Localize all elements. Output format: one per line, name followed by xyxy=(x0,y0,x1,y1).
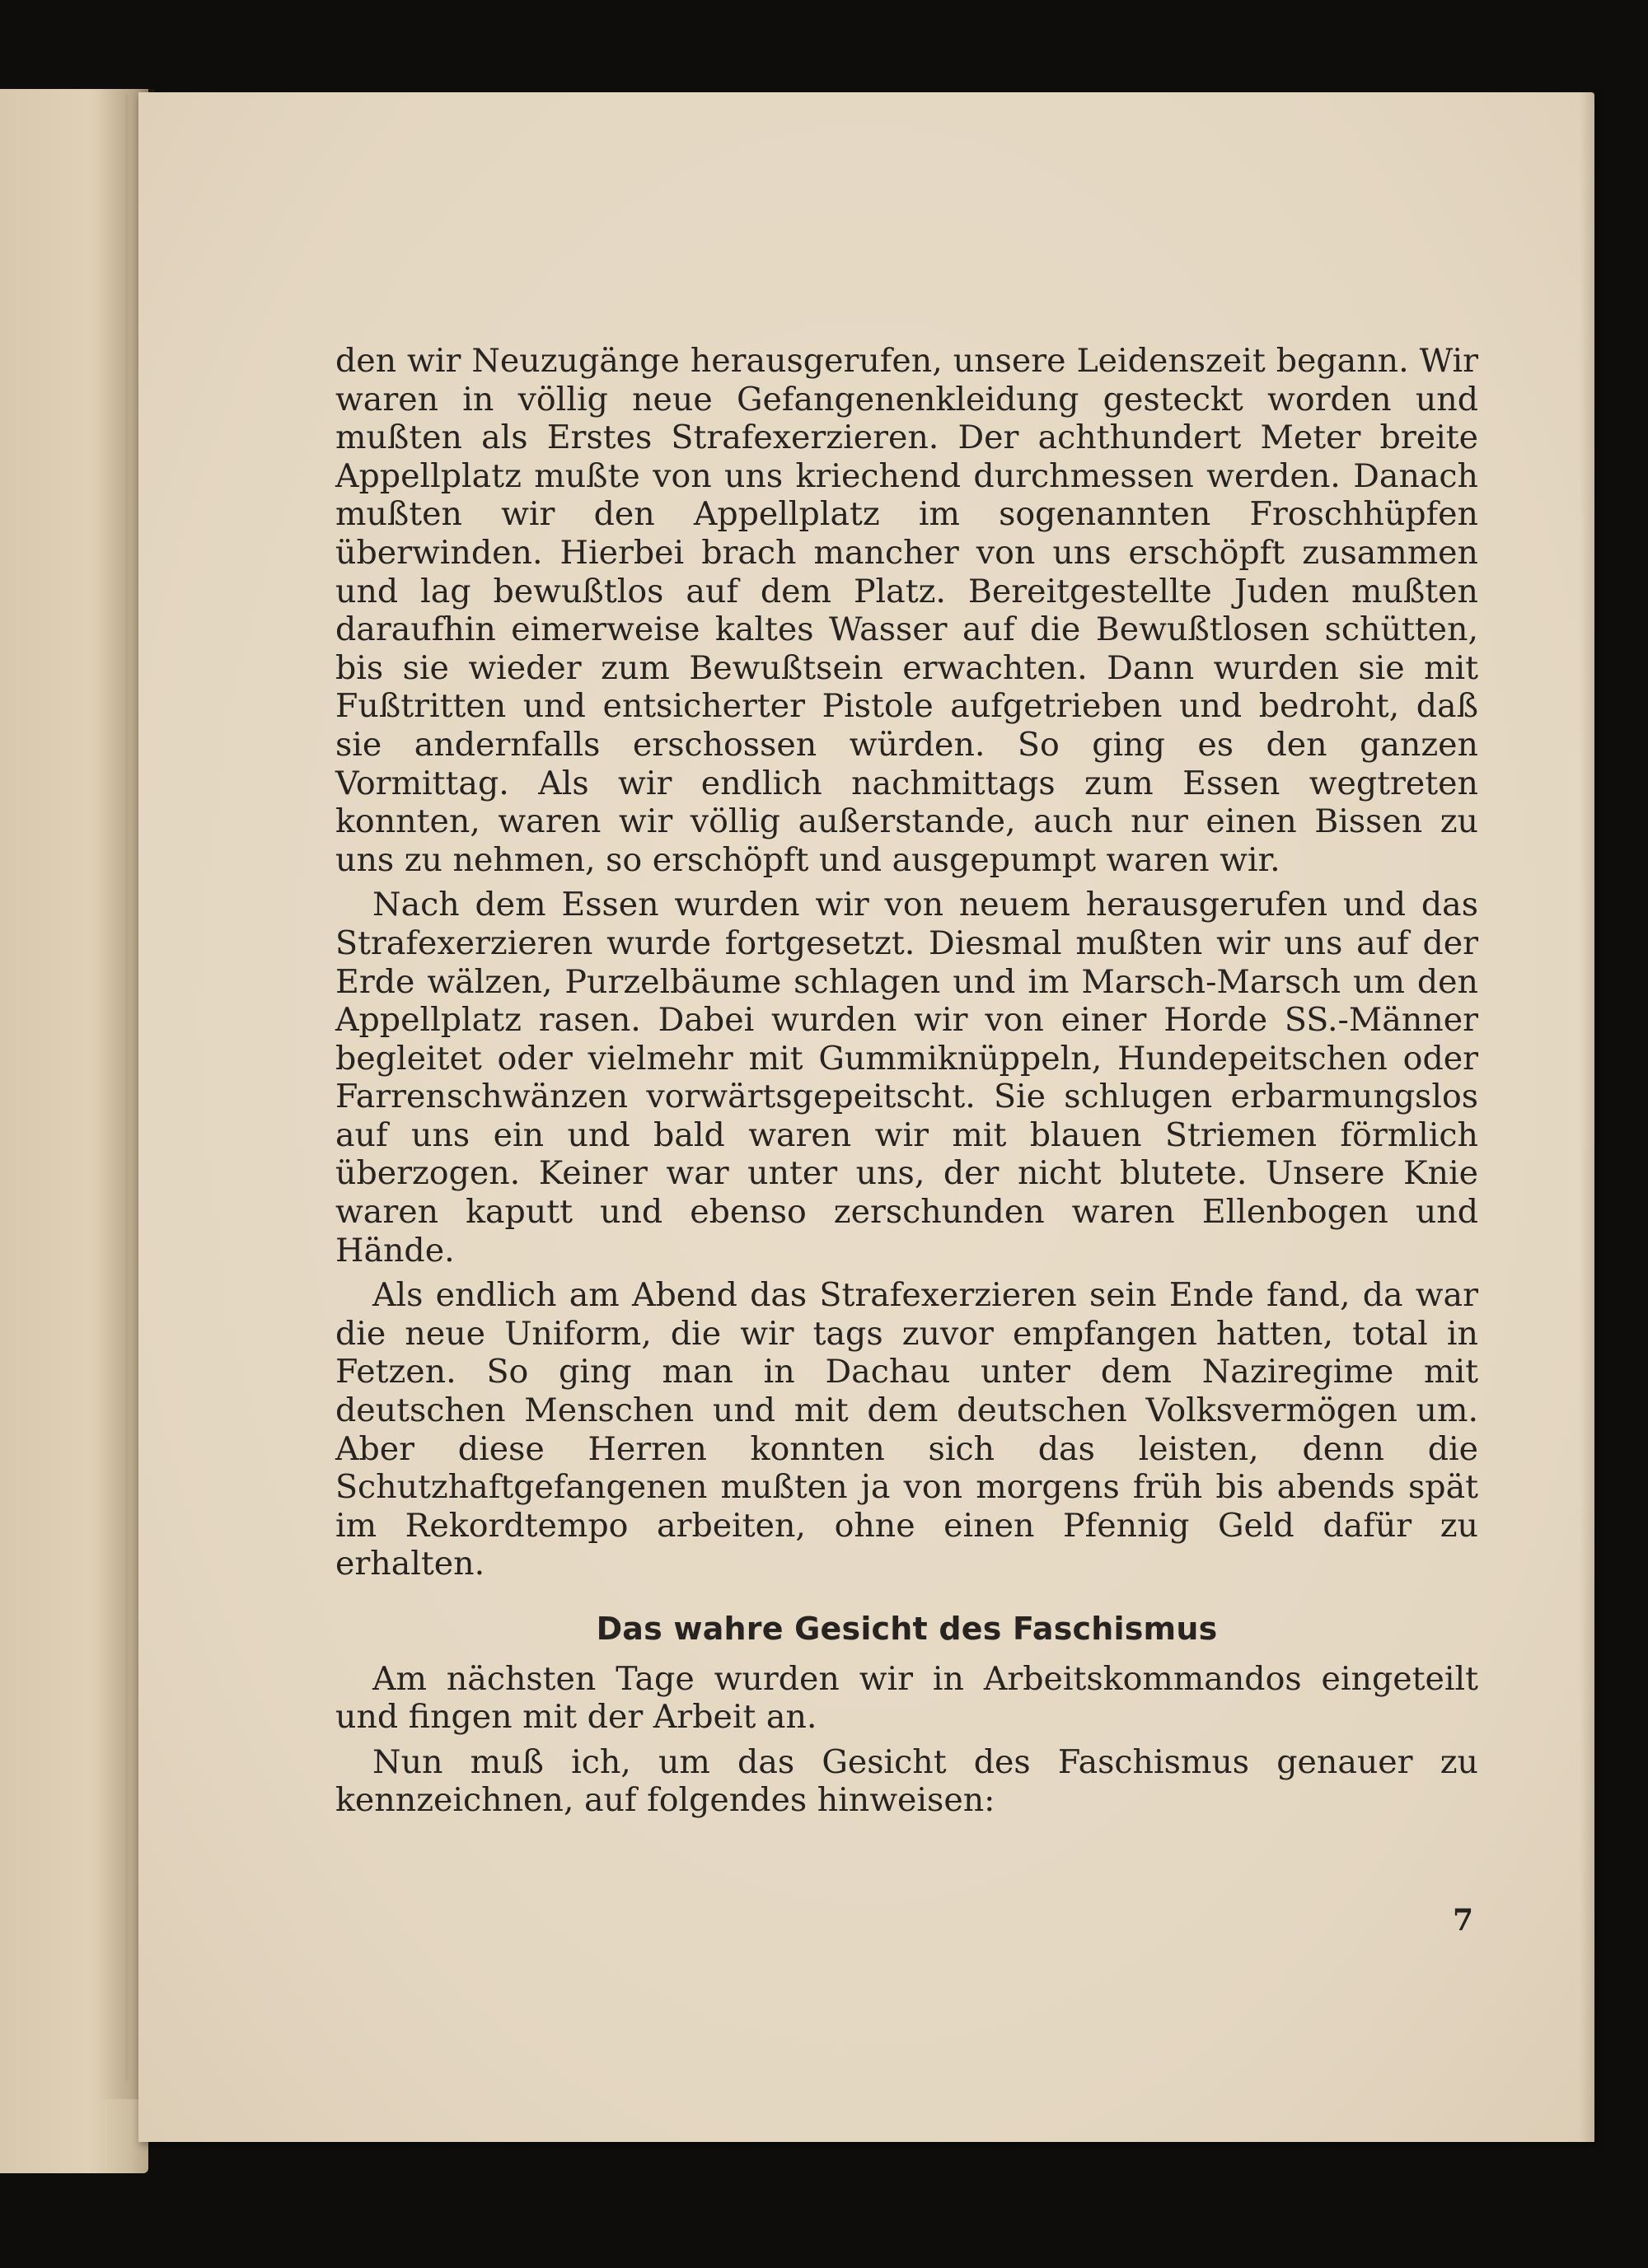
book-page xyxy=(138,92,1594,2142)
section-paragraph-1: Am nächsten Tage wurden wir in Arbeitskommandos eingeteilt und fingen mit der Arbeit an. xyxy=(335,1659,1478,1737)
spine-line xyxy=(125,95,129,2080)
page-edge-shadow xyxy=(1580,92,1594,2142)
page-number: 7 xyxy=(1452,1903,1473,1938)
paragraph-1: den wir Neuzugänge herausgerufen, unsere Leidenszeit begann. Wir waren in völlig neue Gefangenenkleidung gesteckt worden und mußten als Erstes Strafexerzieren. Der achthundert Meter breite Appellplatz mußte von uns kriechend durchmessen werden. Danach mußten wir den Appellplatz im sogenannten Froschhüpfen überwinden. Hierbei brach mancher von uns erschöpft zusammen und lag bewußtlos auf dem Platz. Bereitgestellte Juden mußten daraufhin eimerweise kaltes Wasser auf die Bewußtlosen schütten, bis sie wieder zum Bewußtsein erwachten. Dann wurden sie mit Fußtritten und entsicherter Pistole aufgetrieben und bedroht, daß sie andernfalls erschossen würden. So ging es den ganzen Vormittag. Als wir endlich nachmittags zum Essen wegtreten konnten, waren wir völlig außerstande, auch nur einen Bissen zu uns zu nehmen, so erschöpft und ausgepumpt waren wir. xyxy=(335,342,1478,879)
paragraph-3: Als endlich am Abend das Strafexerzieren sein Ende fand, da war die neue Uniform, die wir tags zuvor empfangen hatten, total in Fetzen. So ging man in Dachau unter dem Naziregime mit deutschen Menschen und mit dem deutschen Volksvermögen um. Aber diese Herren konnten sich das leisten, denn die Schutzhaftgefangenen mußten ja von morgens früh bis abends spät im Rekordtempo arbeiten, ohne einen Pfennig Geld dafür zu erhalten. xyxy=(335,1276,1478,1583)
paragraph-2: Nach dem Essen wurden wir von neuem herausgerufen und das Strafexerzieren wurde fortgesetzt. Diesmal mußten wir uns auf der Erde wälzen, Purzelbäume schlagen und im Marsch-Marsch um den Appellplatz rasen. Dabei wurden wir von einer Horde SS.-Männer begleitet oder vielmehr mit Gummiknüppeln, Hundepeitschen oder Farrenschwänzen vorwärtsgepeitscht. Sie schlugen erbarmungslos auf uns ein und bald waren wir mit blauen Striemen förmlich überzogen. Keiner war unter uns, der nicht blutete. Unsere Knie waren kaputt und ebenso zerschunden waren Ellenbogen und Hände. xyxy=(335,886,1478,1270)
section-heading: Das wahre Gesicht des Faschismus xyxy=(596,1611,1218,1647)
page-text xyxy=(335,342,1478,1820)
section-paragraph-2: Nun muß ich, um das Gesicht des Faschismus genauer zu kennzeichnen, auf folgendes hinweisen: xyxy=(335,1742,1478,1820)
